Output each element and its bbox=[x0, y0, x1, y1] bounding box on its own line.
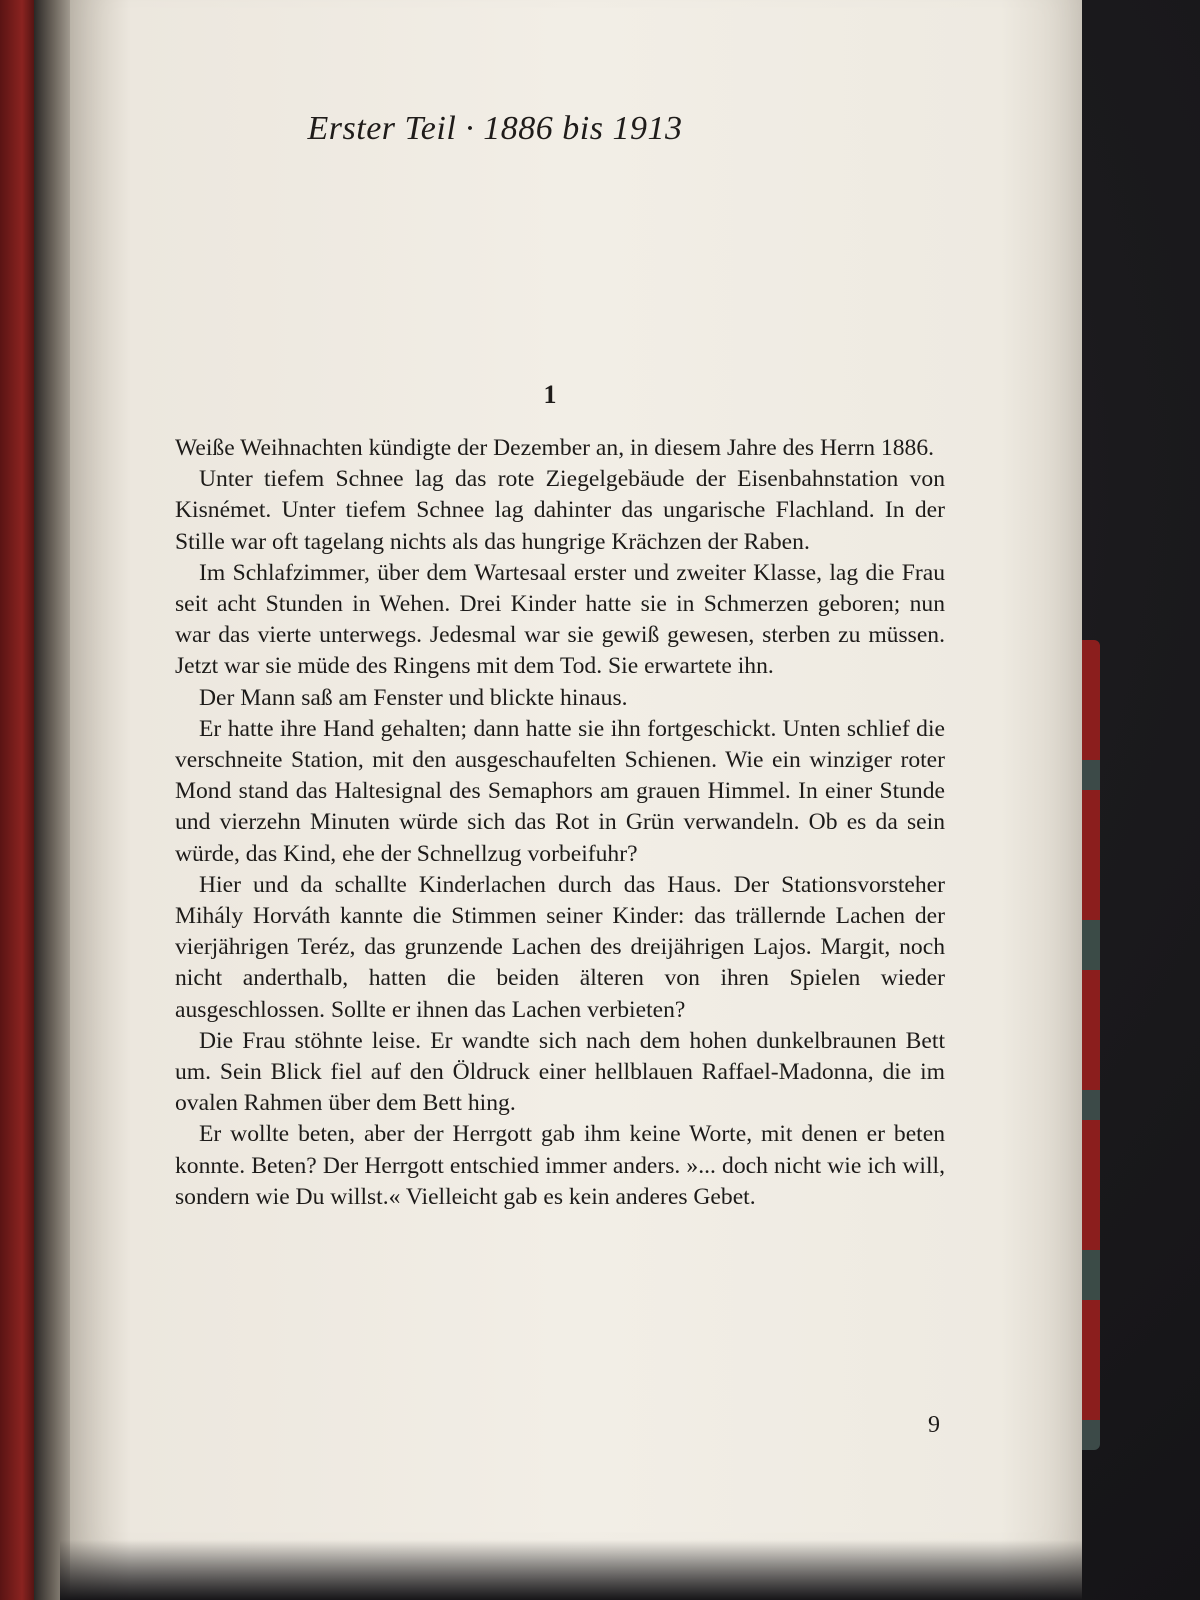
chapter-number: 1 bbox=[543, 380, 557, 409]
paragraph-3: Im Schlafzimmer, über dem Wartesaal erster und zweiter Klasse, lag die Frau seit acht Stunden in Wehen. Drei Kinder hatte sie in Schmerzen geboren; nun war das vierte unterwegs. Jedesmal war sie gewiß gewesen, sterben zu müssen. Jetzt war sie müde des Ringens mit dem Tod. Sie erwartete ihn. bbox=[175, 559, 945, 680]
paragraph-1: Weiße Weihnachten kündigte der Dezember an, in diesem Jahre des Herrn 1886. bbox=[175, 435, 935, 461]
paragraph-8: Er wollte beten, aber der Herrgott gab ihm keine Worte, mit denen er beten konnte. Beten? Der Herrgott entschied immer anders. »... doch nicht wie ich will, sondern wie Du willst.« Vielleicht gab es kein anderes Gebet. bbox=[175, 1121, 945, 1210]
body-text bbox=[175, 433, 945, 1213]
paragraph-6: Hier und da schallte Kinderlachen durch das Haus. Der Stationsvorsteher Mihály Horváth kannte die Stimmen seiner Kinder: das trällernde Lachen der vierjährigen Teréz, das grunzende Lachen des dreijährigen Lajos. Margit, noch nicht anderthalb, hatten die beiden älteren von ihren Spielen wieder ausgeschlossen. Sollte er ihnen das Lachen verbieten? bbox=[175, 871, 945, 1023]
paragraph-7: Die Frau stöhnte leise. Er wandte sich nach dem hohen dunkelbraunen Bett um. Sein Blick fiel auf den Öldruck einer hellblauen Raffael-Madonna, die im ovalen Rahmen über dem Bett hing. bbox=[175, 1027, 945, 1117]
page-bottom-shadow bbox=[60, 1540, 1090, 1600]
page-number: 9 bbox=[928, 1412, 940, 1438]
paragraph-4: Der Mann saß am Fenster und blickte hinaus. bbox=[199, 684, 628, 711]
paragraph-2: Unter tiefem Schnee lag das rote Ziegelgebäude der Eisenbahnstation von Kisnémet. Unter tiefem Schnee lag dahinter das ungarische Flachland. In der Stille war oft tagelang nichts als das hungrige Krächzen der Raben. bbox=[175, 466, 945, 555]
part-title: Erster Teil · 1886 bis 1913 bbox=[307, 110, 683, 147]
paragraph-5: Er hatte ihre Hand gehalten; dann hatte sie ihn fortgeschickt. Unten schlief die verschneite Station, mit den ausgeschaufelten Schienen. Wie ein winziger roter Mond stand das Haltesignal des Semaphors am grauen Himmel. In einer Stunde und vierzehn Minuten würde sich das Rot in Grün verwandeln. Ob es da sein würde, das Kind, ehe der Schnellzug vorbeifuhr? bbox=[175, 715, 945, 867]
